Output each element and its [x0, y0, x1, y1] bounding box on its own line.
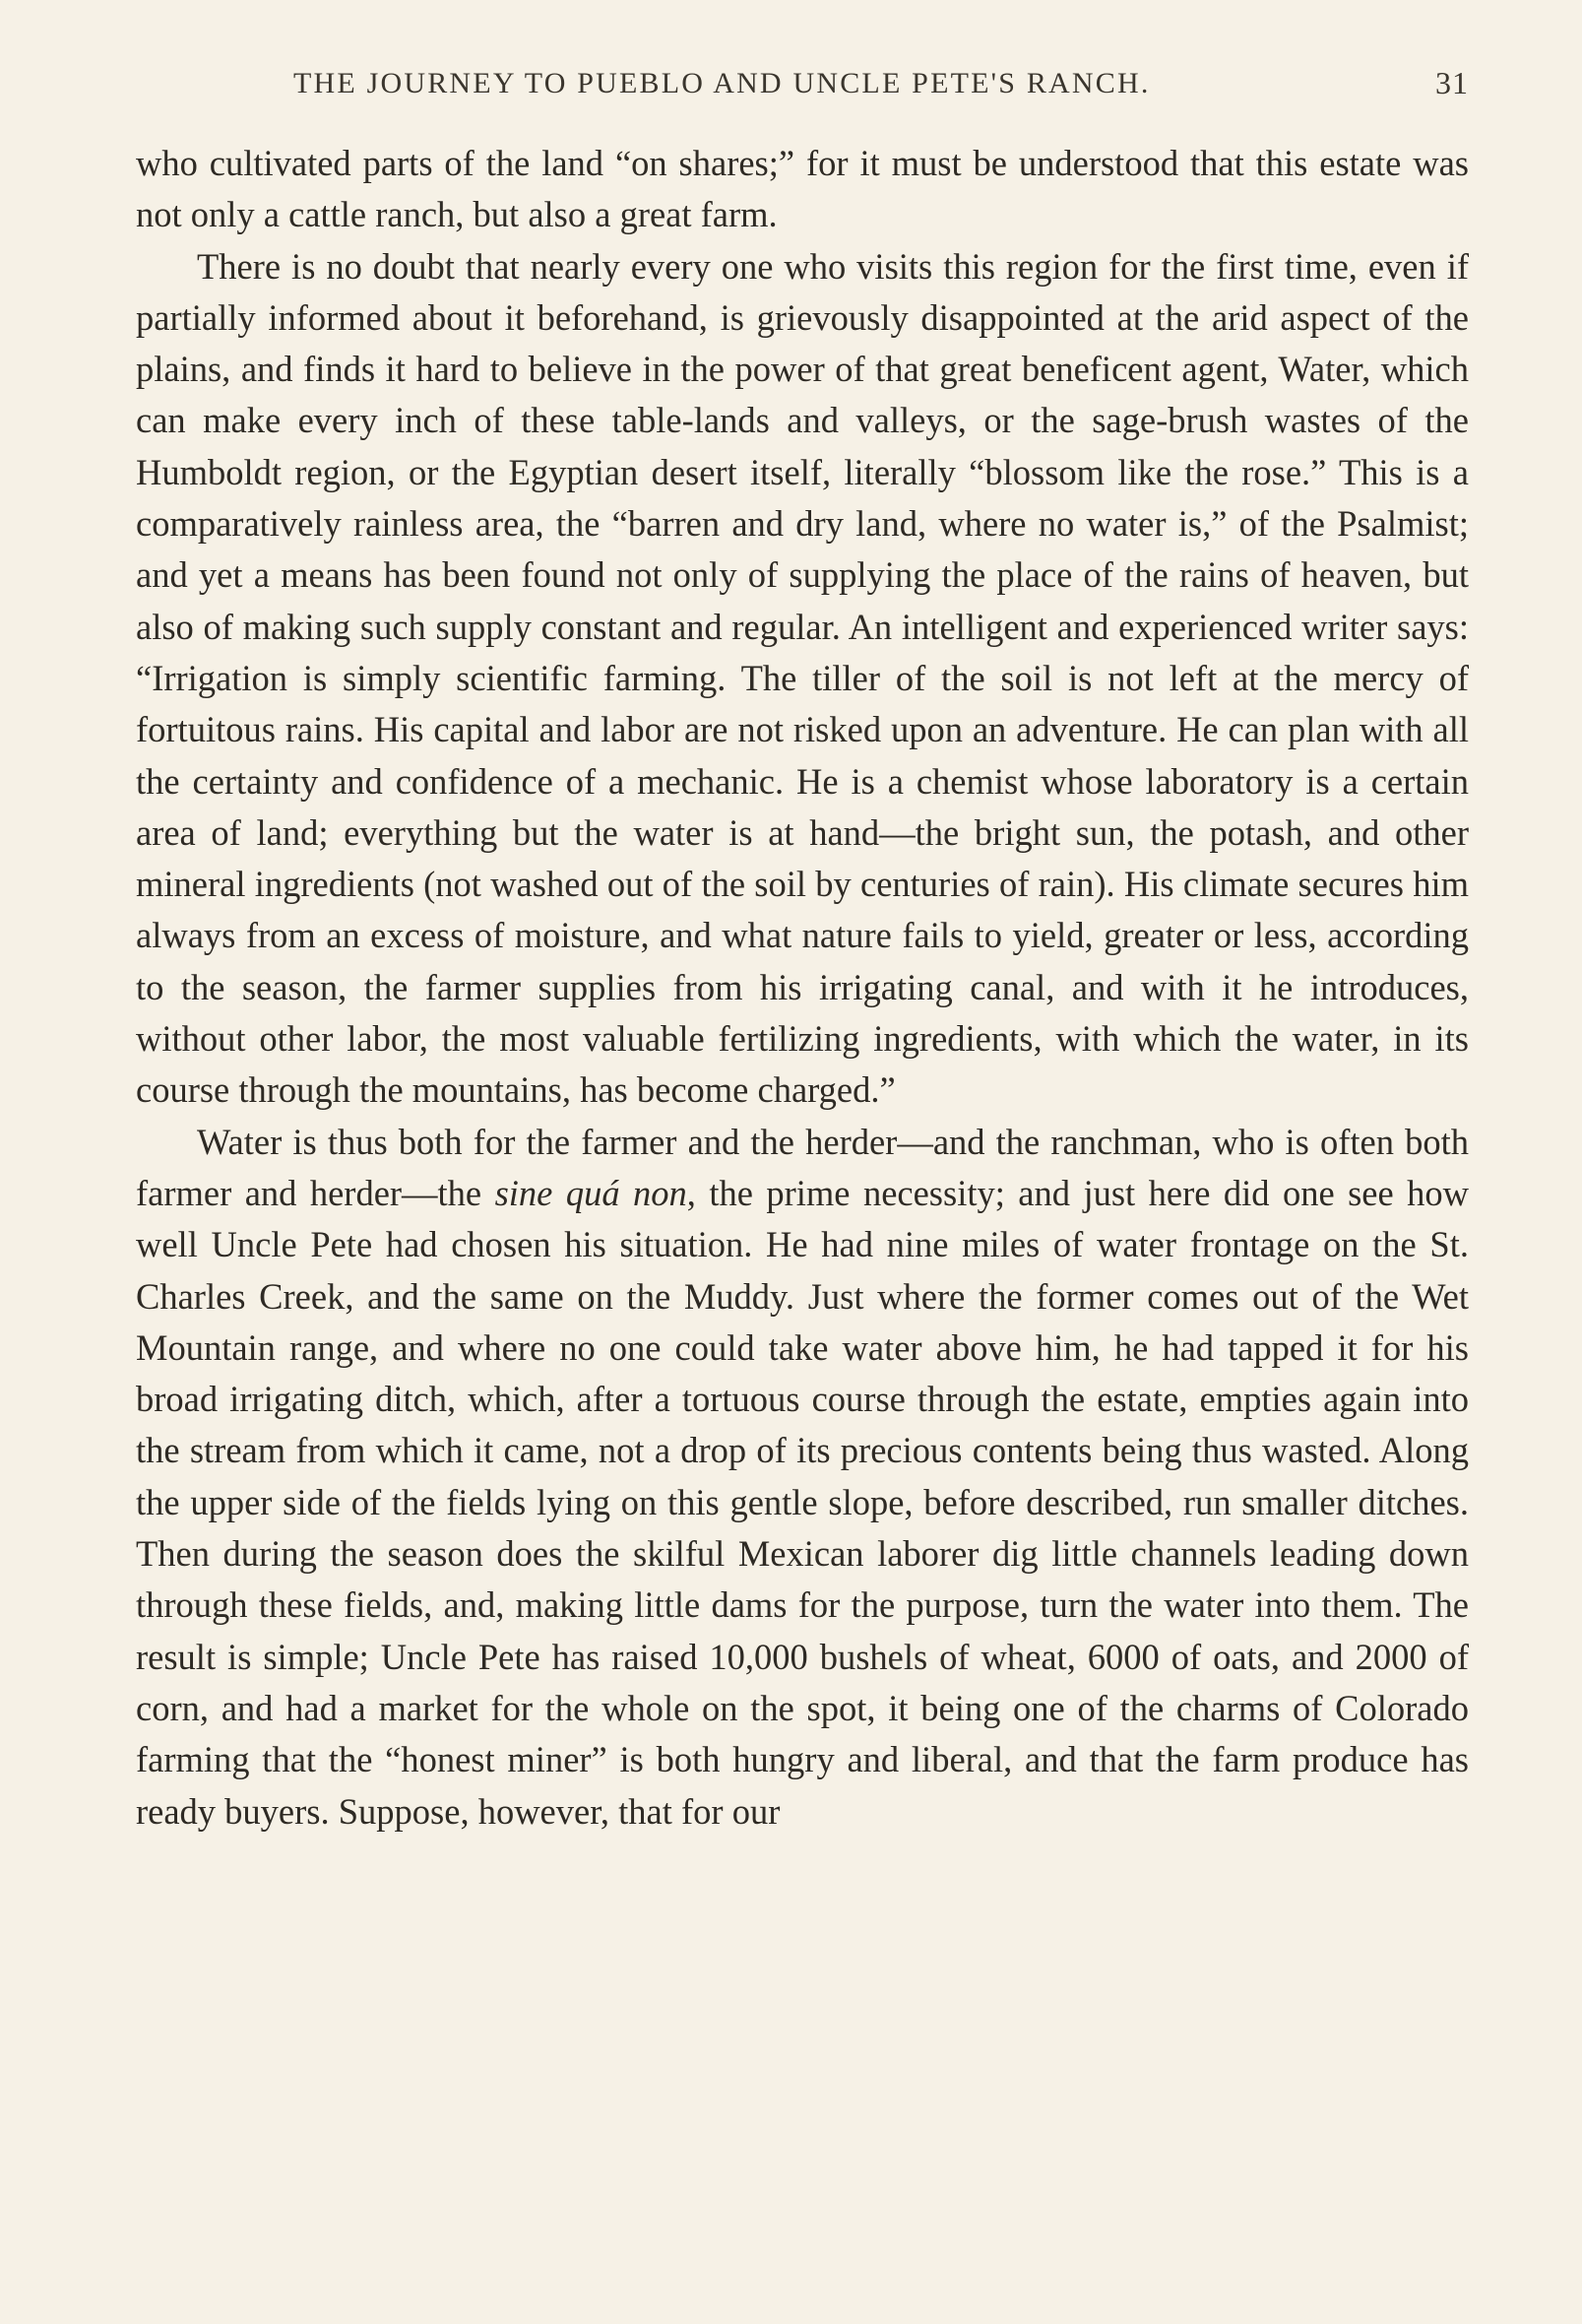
running-head [136, 59, 1469, 118]
paragraph-text-after-italic: , the prime necessity; and just here did one see how well Uncle Pete had chosen his situation. He had nine miles of water frontage on the St. Charles Creek, and the same on the Muddy. Just where the former comes out of the Wet Mountain range, and where no one could take water above him, he had tapped it for his broad irrigating ditch, which, after a tortuous course through the estate, empties again into the stream from which it came, not a drop of its precious contents being thus wasted. Along the upper side of the fields lying on this gentle slope, before described, run smaller ditches. Then during the season does the skilful Mexican laborer dig little channels leading down through these fields, and, making little dams for the purpose, turn the water into them. The result is simple; Uncle Pete has raised 10,000 bushels of wheat, 6000 of oats, and 2000 of corn, and had a market for the whole on the spot, it being one of the charms of Colorado farming that the “honest miner” is both hungry and liberal, and that the farm produce has ready buyers. Suppose, however, that for our [136, 1172, 1469, 1832]
italic-phrase: sine quá non [494, 1172, 687, 1213]
running-title: THE JOURNEY TO PUEBLO AND UNCLE PETE'S RANCH. [293, 67, 1151, 99]
body-text [136, 138, 1469, 1838]
paragraph-text-before-italic: Water is thus both for the farmer and the herder—and the ranchman, who is often both farmer and herder—the [136, 1121, 1469, 1213]
page-number: 31 [1435, 65, 1469, 100]
paragraph-continued: who cultivated parts of the land “on shares;” for it must be understood that this estate was not only a cattle ranch, but also a great farm. [136, 143, 1469, 235]
paragraph-irrigation: There is no doubt that nearly every one who visits this region for the first time, even if partially informed about it beforehand, is grievously disappointed at the arid aspect of the plains, and finds it hard to believe in the power of that great beneficent agent, Water, which can make every inch of these table-lands and valleys, or the sage-brush wastes of the Humboldt region, or the Egyptian desert itself, literally “blossom like the rose.” This is a comparatively rainless area, the “barren and dry land, where no water is,” of the Psalmist; and yet a means has been found not only of supplying the place of the rains of heaven, but also of making such supply constant and regular. An intelligent and experienced writer says: “Irrigation is simply scientific farming. The tiller of the soil is not left at the mercy of fortuitous rains. His capital and labor are not risked upon an adventure. He can plan with all the certainty and confidence of a mechanic. He is a chemist whose laboratory is a certain area of land; everything but the water is at hand—the bright sun, the potash, and other mineral ingredients (not washed out of the soil by centuries of rain). His climate secures him always from an excess of moisture, and what nature fails to yield, greater or less, according to the season, the farmer supplies from his irrigating canal, and with it he introduces, without other labor, the most valuable fertilizing ingredients, with which the water, in its course through the mountains, has become charged.” [136, 245, 1469, 1111]
paragraph-water-herder [136, 1117, 1469, 1838]
book-page [136, 59, 1469, 1838]
